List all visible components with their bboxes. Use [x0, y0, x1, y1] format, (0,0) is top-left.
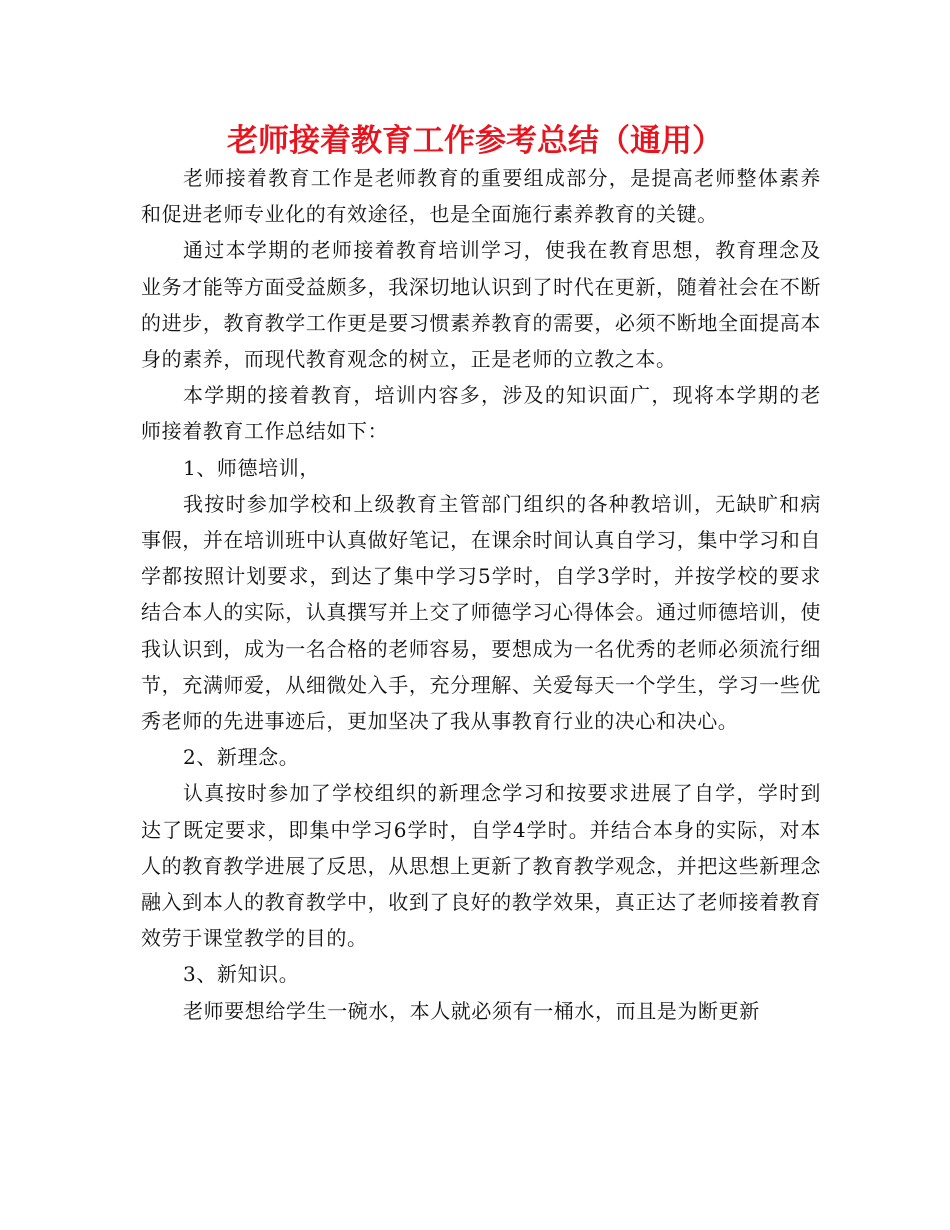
- document-body: [141, 160, 821, 1029]
- paragraph-new-concepts: 认真按时参加了学校组织的新理念学习和按要求进展了自学，学时到达了既定要求，即集中学习6学时，自学4学时。并结合本身的实际，对本人的教育教学进展了反思，从思想上更新了教育教学观念，并把这些新理念融入到本人的教育教学中，收到了良好的教学效果，真正达了老师接着教育效劳于课堂教学的目的。: [141, 781, 821, 951]
- paragraph-new-knowledge: 老师要想给学生一碗水，本人就必须有一桶水，而且是为断更新: [183, 998, 760, 1023]
- paragraph-intro: 老师接着教育工作是老师教育的重要组成部分，是提高老师整体素养和促进老师专业化的有效途径，也是全面施行素养教育的关键。: [141, 166, 821, 227]
- heading-new-concepts: 2、新理念。: [183, 745, 300, 770]
- heading-ethics-training: 1、师德培训，: [183, 455, 320, 480]
- paragraph-ethics-training: 我按时参加学校和上级教育主管部门组织的各种教培训，无缺旷和病事假，并在培训班中认真做好笔记，在课余时间认真自学习，集中学习和自学都按照计划要求，到达了集中学习5学时，自学3学时，并按学校的要求结合本人的实际，认真撰写并上交了师德学习心得体会。通过师德培训，使我认识到，成为一名合格的老师容易，要想成为一名优秀的老师必须流行细节，充满师爱，从细微处入手，充分理解、关爱每天一个学生，学习一些优秀老师的先进事迹后，更加坚决了我从事教育行业的决心和决心。: [141, 491, 821, 734]
- paragraph-training-benefit: 通过本学期的老师接着教育培训学习，使我在教育思想，教育理念及业务才能等方面受益颇多，我深切地认识到了时代在更新，随着社会在不断的进步，教育教学工作更是要习惯素养教育的需要，必须不断地全面提高本身的素养，而现代教育观念的树立，正是老师的立教之本。: [141, 238, 821, 372]
- heading-new-knowledge: 3、新知识。: [183, 962, 300, 987]
- document-title: 老师接着教育工作参考总结（通用）: [227, 123, 723, 159]
- paragraph-summary-intro: 本学期的接着教育，培训内容多，涉及的知识面广，现将本学期的老师接着教育工作总结如下：: [141, 383, 821, 444]
